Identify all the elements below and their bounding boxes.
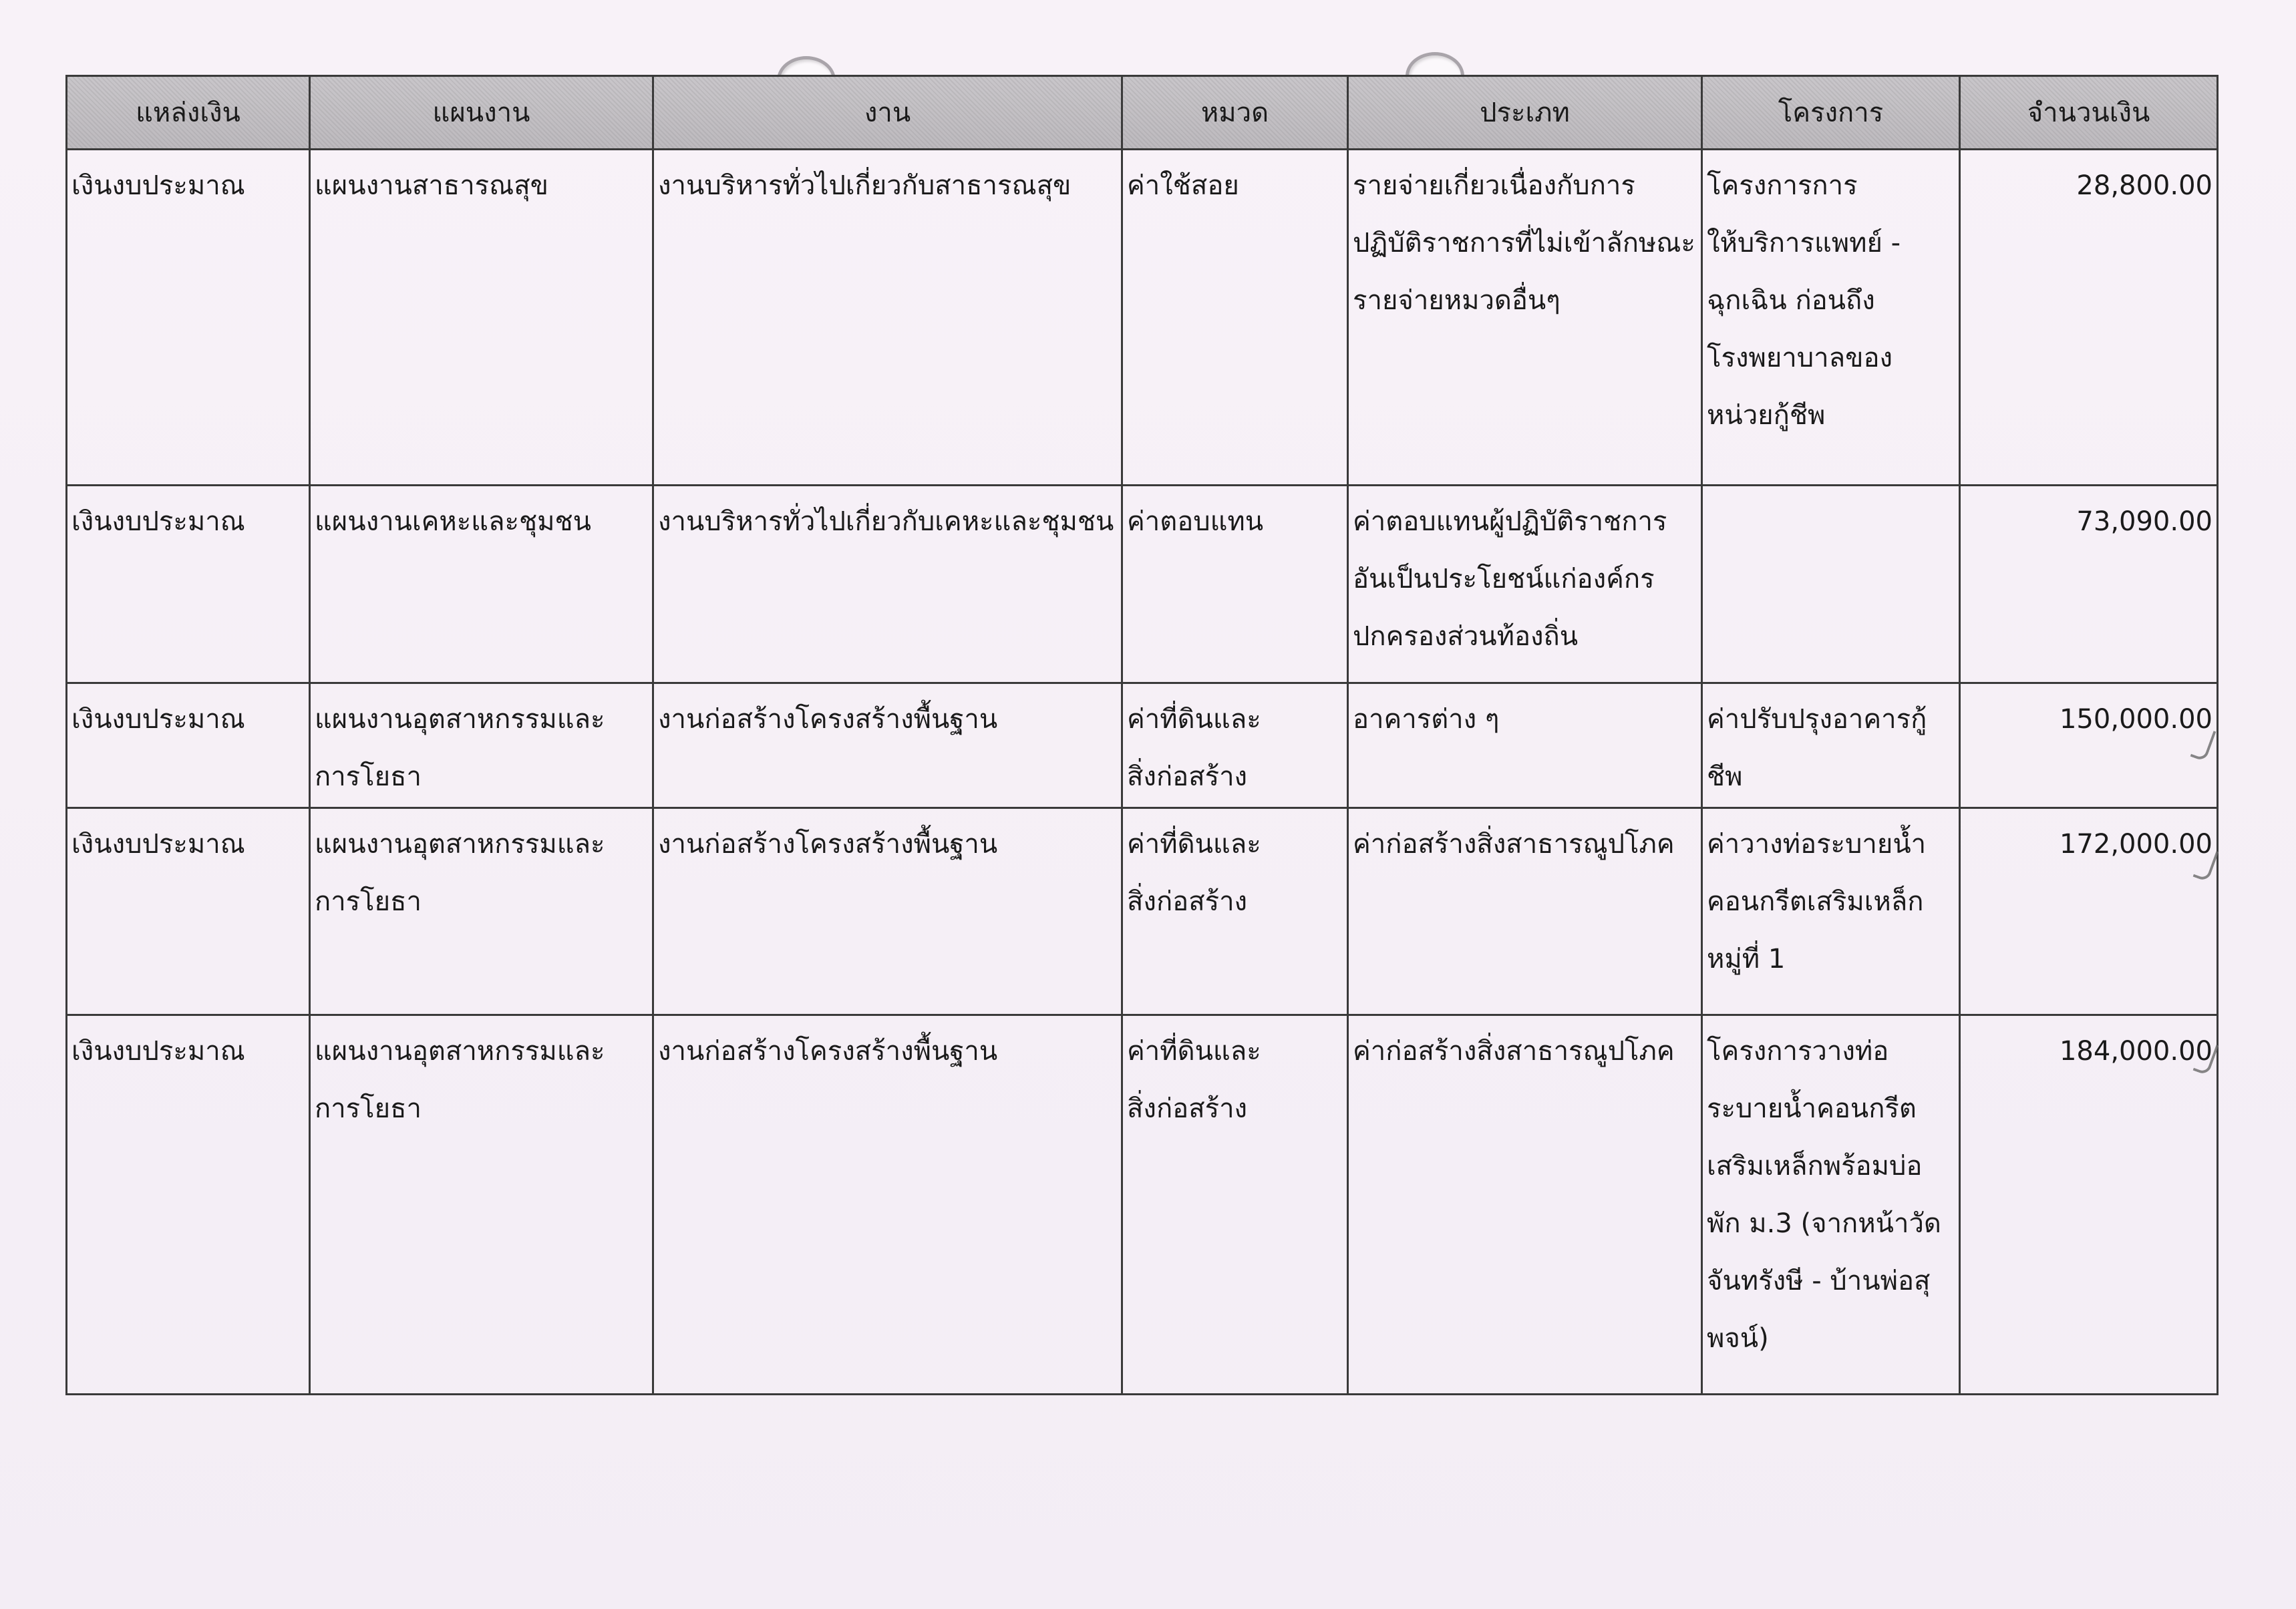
table-row bbox=[67, 683, 2218, 808]
cell-work bbox=[653, 1015, 1122, 1395]
cell-type bbox=[1348, 1015, 1702, 1395]
header-plan: แผนงาน bbox=[310, 76, 653, 150]
table-row bbox=[67, 808, 2218, 1015]
cell-text: งานก่อสร้างโครงสร้างพื้นฐาน bbox=[658, 829, 998, 860]
header-project: โครงการ bbox=[1702, 76, 1960, 150]
cell-text: แผนงานอุตสาหกรรมและ การโยธา bbox=[315, 829, 605, 917]
header-work: งาน bbox=[653, 76, 1122, 150]
cell-category bbox=[1122, 683, 1348, 808]
cell-text: 73,090.00 bbox=[2076, 506, 2212, 537]
cell-text: 172,000.00 bbox=[2059, 829, 2212, 860]
cell-project bbox=[1702, 1015, 1960, 1395]
cell-project bbox=[1702, 683, 1960, 808]
cell-text: 184,000.00 bbox=[2059, 1036, 2212, 1067]
cell-text: แผนงานอุตสาหกรรมและ การโยธา bbox=[315, 704, 605, 792]
cell-type bbox=[1348, 683, 1702, 808]
cell-amount bbox=[1960, 150, 2218, 486]
cell-project bbox=[1702, 486, 1960, 683]
cell-plan bbox=[310, 1015, 653, 1395]
header-source: แหล่งเงิน bbox=[67, 76, 310, 150]
cell-project bbox=[1702, 150, 1960, 486]
cell-text: เงินงบประมาณ bbox=[71, 506, 245, 537]
cell-source bbox=[67, 683, 310, 808]
cell-text: งานบริหารทั่วไปเกี่ยวกับสาธารณสุข bbox=[658, 170, 1072, 201]
cell-work bbox=[653, 150, 1122, 486]
cell-project bbox=[1702, 808, 1960, 1015]
cell-text: ค่าที่ดินและ สิ่งก่อสร้าง bbox=[1127, 829, 1261, 917]
cell-text: ค่าที่ดินและ สิ่งก่อสร้าง bbox=[1127, 1036, 1261, 1124]
cell-text bbox=[1707, 486, 1955, 493]
table-row bbox=[67, 1015, 2218, 1395]
cell-text: ค่าใช้สอย bbox=[1127, 170, 1239, 201]
header-category: หมวด bbox=[1122, 76, 1348, 150]
cell-amount bbox=[1960, 808, 2218, 1015]
cell-work bbox=[653, 683, 1122, 808]
cell-text: เงินงบประมาณ bbox=[71, 829, 245, 860]
cell-plan bbox=[310, 486, 653, 683]
cell-category bbox=[1122, 808, 1348, 1015]
cell-text: ค่าตอบแทน bbox=[1127, 506, 1264, 537]
budget-table bbox=[65, 75, 2219, 1395]
cell-category bbox=[1122, 486, 1348, 683]
cell-plan bbox=[310, 150, 653, 486]
cell-amount bbox=[1960, 486, 2218, 683]
header-type: ประเภท bbox=[1348, 76, 1702, 150]
cell-category bbox=[1122, 150, 1348, 486]
cell-amount bbox=[1960, 1015, 2218, 1395]
cell-type bbox=[1348, 150, 1702, 486]
header-amount: จำนวนเงิน bbox=[1960, 76, 2218, 150]
table-row bbox=[67, 150, 2218, 486]
cell-work bbox=[653, 486, 1122, 683]
header-row bbox=[67, 76, 2218, 150]
cell-work bbox=[653, 808, 1122, 1015]
cell-source bbox=[67, 808, 310, 1015]
cell-type bbox=[1348, 808, 1702, 1015]
cell-text: ค่าก่อสร้างสิ่งสาธารณูปโภค bbox=[1353, 1036, 1675, 1067]
cell-plan bbox=[310, 808, 653, 1015]
cell-text: แผนงานเคหะและชุมชน bbox=[315, 506, 591, 537]
cell-text: เงินงบประมาณ bbox=[71, 704, 245, 735]
cell-text: โครงการการ ให้บริการแพทย์ - ฉุกเฉิน ก่อนถึง โรงพยาบาลของ หน่วยกู้ชีพ bbox=[1707, 170, 1901, 431]
cell-text: 28,800.00 bbox=[2076, 170, 2212, 201]
cell-text: 150,000.00 bbox=[2059, 704, 2212, 735]
table-header bbox=[67, 76, 2218, 150]
cell-text: ค่าปรับปรุงอาคารกู้ชีพ bbox=[1707, 704, 1927, 792]
cell-text: ค่าก่อสร้างสิ่งสาธารณูปโภค bbox=[1353, 829, 1675, 860]
cell-text: เงินงบประมาณ bbox=[71, 1036, 245, 1067]
cell-amount bbox=[1960, 683, 2218, 808]
cell-source bbox=[67, 486, 310, 683]
cell-text: ค่าที่ดินและ สิ่งก่อสร้าง bbox=[1127, 704, 1261, 792]
cell-category bbox=[1122, 1015, 1348, 1395]
table-row bbox=[67, 486, 2218, 683]
cell-text: รายจ่ายเกี่ยวเนื่องกับการ ปฏิบัติราชการที่ไม่เข้าลักษณะ รายจ่ายหมวดอื่นๆ bbox=[1353, 170, 1695, 316]
cell-text: แผนงานสาธารณสุข bbox=[315, 170, 548, 201]
cell-text: ค่าวางท่อระบายน้ำ คอนกรีตเสริมเหล็ก หมู่ที่ 1 bbox=[1707, 829, 1927, 974]
cell-text: งานก่อสร้างโครงสร้างพื้นฐาน bbox=[658, 1036, 998, 1067]
cell-text: งานบริหารทั่วไปเกี่ยวกับเคหะและชุมชน bbox=[658, 506, 1114, 537]
cell-text: ค่าตอบแทนผู้ปฏิบัติราชการ อันเป็นประโยชน์แก่องค์กร ปกครองส่วนท้องถิ่น bbox=[1353, 506, 1667, 652]
cell-type bbox=[1348, 486, 1702, 683]
cell-text: แผนงานอุตสาหกรรมและ การโยธา bbox=[315, 1036, 605, 1124]
cell-text: เงินงบประมาณ bbox=[71, 170, 245, 201]
cell-text: อาคารต่าง ๆ bbox=[1353, 704, 1500, 735]
cell-text: โครงการวางท่อ ระบายน้ำคอนกรีต เสริมเหล็กพร้อมบ่อ พัก ม.3 (จากหน้าวัด จันทรังษี - บ้านพ่อสุ พจน์) bbox=[1707, 1036, 1941, 1354]
cell-source bbox=[67, 1015, 310, 1395]
cell-text: งานก่อสร้างโครงสร้างพื้นฐาน bbox=[658, 704, 998, 735]
cell-source bbox=[67, 150, 310, 486]
cell-plan bbox=[310, 683, 653, 808]
